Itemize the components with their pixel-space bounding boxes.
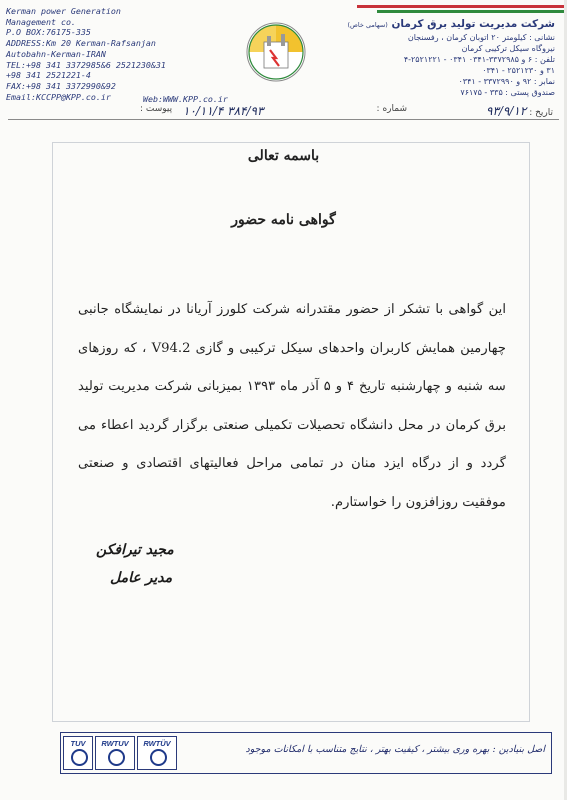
persian-letterhead <box>315 18 555 98</box>
english-line: FAX:+98 341 3372990&92 <box>6 80 116 91</box>
date-label: تاریخ : <box>529 108 553 118</box>
signatory-position: مدیر عامل <box>110 570 173 586</box>
number-value: ۳۸۴/۹۳ ۱۰/۱۱/۴ <box>183 104 264 118</box>
certificate-label: TUV <box>70 739 86 748</box>
certificate-badge <box>63 736 93 770</box>
english-line: TEL:+98 341 3372985&6 2521230&31 <box>6 59 166 70</box>
english-line: Management co. <box>6 16 76 27</box>
attachment-field <box>140 104 172 114</box>
english-line: P.O BOX:76175-335 <box>6 27 91 38</box>
number-field <box>377 104 407 114</box>
certificate-ring-icon <box>108 749 125 766</box>
certificate-ring-icon <box>150 749 167 766</box>
certificate-label: RWTÜV <box>143 739 171 748</box>
company-name <box>315 18 555 32</box>
certificate-badge <box>95 736 135 770</box>
english-line: +98 341 2521221-4 <box>6 70 91 81</box>
company-name-text: شرکت مدیریت تولید برق کرمان <box>391 18 555 30</box>
footer-motto: اصل بنیادین : بهره وری بیشتر ، کیفیت بهتر ، نتایج متناسب با امکانات موجود <box>245 744 545 755</box>
persian-line: نیروگاه سیکل ترکیبی کرمان <box>461 44 555 53</box>
english-line: ADDRESS:Km 20 Kerman-Rafsanjan <box>6 38 156 49</box>
date-field <box>486 104 553 118</box>
website-text: Web:WWW.KPP.co.ir <box>143 94 228 104</box>
header-divider <box>8 119 559 120</box>
letter-heading: باسمه تعالی <box>247 148 320 164</box>
persian-line: نمابر : ۹۲ و ۳۳۷۲۹۹۰ - ۰۳۴۱ <box>458 77 555 86</box>
signatory-name: مجید تیرافکن <box>96 542 174 558</box>
number-label: شماره : <box>376 104 407 114</box>
persian-line: نشانی : کیلومتر ۲۰ اتوبان کرمان ، رفسنجان <box>407 33 555 42</box>
certificate-badge <box>137 736 177 770</box>
attachment-label: پیوست : <box>140 104 173 114</box>
company-logo-icon <box>246 20 306 84</box>
english-line: Autobahn-Kerman-IRAN <box>6 48 106 59</box>
english-line: Email:KCCPP@KPP.co.ir <box>6 91 111 102</box>
persian-line: صندوق پستی : ۳۳۵ - ۷۶۱۷۵ <box>460 88 555 97</box>
english-contact-block <box>6 6 221 102</box>
certificate-ring-icon <box>71 749 88 766</box>
header-green-stripe <box>377 10 567 13</box>
certificate-label: RWTUV <box>101 739 129 748</box>
persian-line: ۳۱ و ۲۵۲۱۲۳۰ - ۰۳۴۱ <box>482 66 555 75</box>
date-value: ۹۳/۹/۱۲ <box>486 104 527 118</box>
certificate-paragraph: این گواهی با تشکر از حضور مقتدرانه شرکت کلورز آریانا در نمایشگاه جانبی چهارمین همایش کاربران واحدهای سیکل ترکیبی و گازی V94.2 ، که روزهای سه شنبه و چهارشنبه تاریخ ۴ و ۵ آذر ماه ۱۳۹۳ بمیزبانی شرکت مدیریت تولید برق کرمان در محل دانشگاه تحصیلات تکمیلی صنعتی برگزار گردید اعطاء می گردد و از درگاه ایزد منان در تمامی مراحل فعالیتهای اقتصادی و صنعتی موفقیت روزافزون را خواستارم. <box>78 302 506 510</box>
english-line: Kerman power Generation <box>6 6 121 16</box>
number-value-field <box>183 104 263 118</box>
certificate-title: گواهی نامه حضور <box>231 212 336 228</box>
persian-line: تلفن : ۶ و ۳۳۷۲۹۸۵-۰۳۴۱ ۰۳۴۱ - ۲۵۲۱۲۲۱-۴ <box>403 55 555 64</box>
header-red-stripe <box>357 5 567 8</box>
company-type-note: (سهامی خاص) <box>347 21 388 29</box>
